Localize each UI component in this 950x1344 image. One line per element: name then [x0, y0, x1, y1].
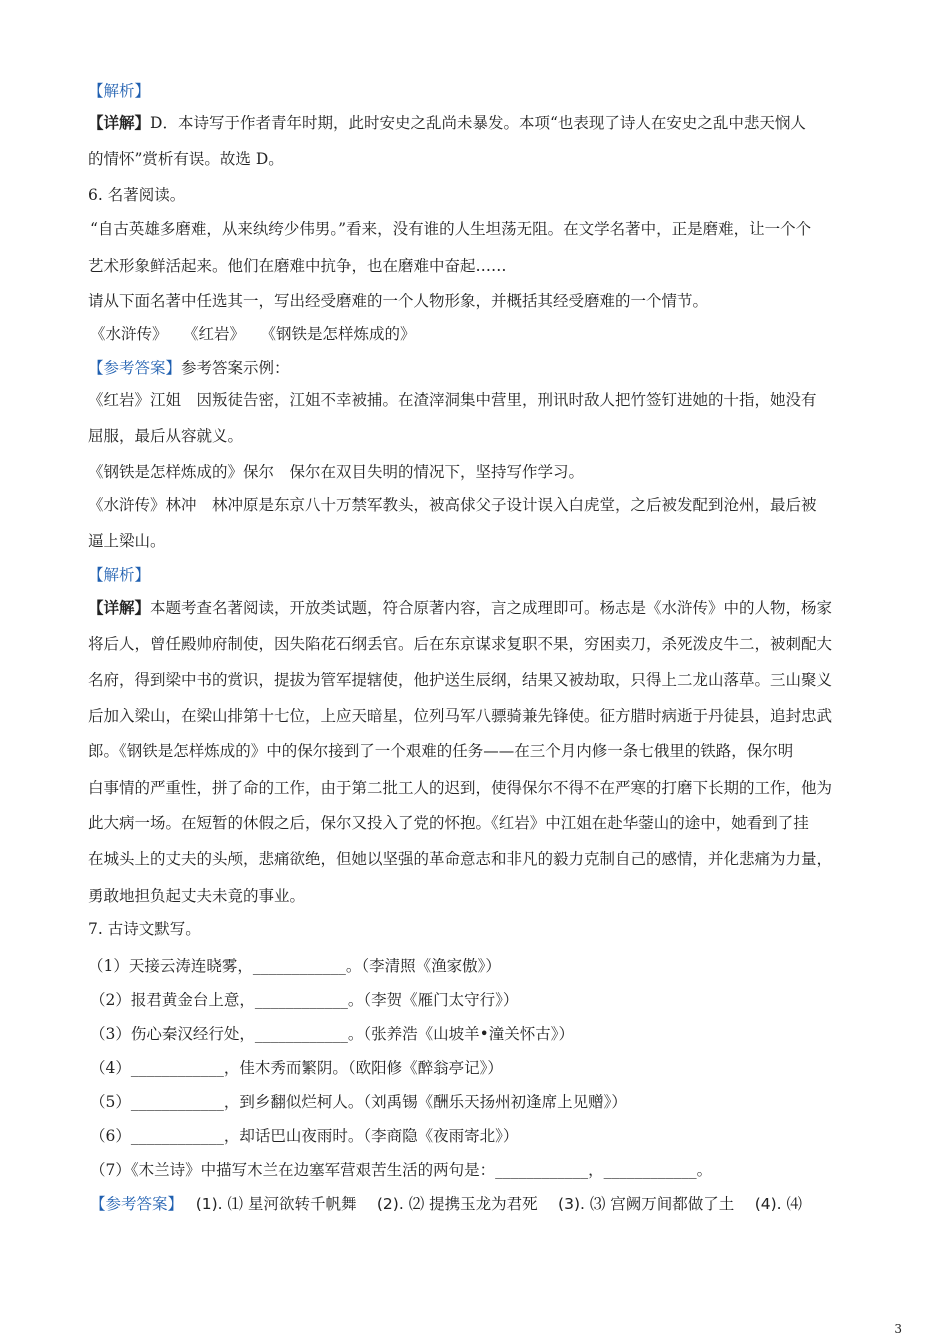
text-line — [90, 1125, 518, 1147]
text-line — [90, 1193, 802, 1215]
text-span: ⑷ — [786, 1195, 803, 1213]
text-line — [88, 705, 832, 727]
text-span: ⑴ 星河欲转千帆舞 — [227, 1195, 377, 1213]
text-span: （6）____________，却话巴山夜雨时。（李商隐《夜雨寄北》） — [90, 1127, 519, 1145]
text-span: 《红岩》江姐 因叛徒告密，江姐不幸被捕。在渣滓洞集中营里，刑讯时敌人把竹签钉进她的十指，她没有 — [88, 391, 817, 409]
detail-label: 【详解】 — [88, 598, 151, 617]
text-line — [88, 812, 809, 834]
page-number: 3 — [894, 1322, 902, 1336]
text-span: ⑶ 宫阙万间都做了土 — [589, 1195, 755, 1213]
text-line — [88, 955, 501, 977]
text-line — [88, 494, 817, 516]
text-line — [90, 1091, 627, 1113]
text-span: （1）天接云涛连晓雾，____________。（李清照《渔家傲》） — [88, 957, 501, 975]
text-line — [90, 989, 518, 1011]
text-span: （7）《木兰诗》中描写木兰在边塞军营艰苦生活的两句是：____________，____________。 — [90, 1161, 713, 1179]
text-line — [88, 148, 284, 170]
text-span: 此大病一场。在短暂的休假之后，保尔又投入了党的怀抱。《红岩》中江姐在赴华蓥山的途中，她看到了挂 — [88, 814, 809, 832]
text-line — [90, 1057, 503, 1079]
text-line — [88, 918, 201, 940]
text-span: 《钢铁是怎样炼成的》保尔 保尔在双目失明的情况下，坚持写作学习。 — [88, 463, 585, 481]
text-line — [88, 255, 507, 277]
detail-label: 【详解】 — [88, 113, 151, 132]
text-span: (1). — [175, 1195, 228, 1213]
text-span: 将后人，曾任殿帅府制使，因失陷花石纲丢官。后在东京谋求复职不果，穷困卖刀，杀死泼皮牛二，被刺配大 — [88, 635, 833, 653]
text-span: 后加入梁山，在梁山排第十七位，上应天暗星，位列马军八骠骑兼先锋使。征方腊时病逝于丹徒县，追封忠武 — [88, 707, 833, 725]
text-span: （3）伤心秦汉经行处，____________。（张养浩《山坡羊•潼关怀古》） — [90, 1025, 575, 1043]
text-span: （4）____________，佳木秀而繁阴。（欧阳修《醉翁亭记》） — [90, 1059, 503, 1077]
text-line — [88, 425, 243, 447]
section-tag: 【参考答案】 — [88, 359, 182, 377]
text-line — [88, 885, 305, 907]
text-span: 参考答案示例： — [181, 359, 290, 377]
section-tag: 【解析】 — [88, 566, 151, 584]
text-span: (3). — [558, 1195, 590, 1213]
text-span: 请从下面名著中任选其一，写出经受磨难的一个人物形象，并概括其经受磨难的一个情节。 — [88, 292, 709, 310]
text-line — [90, 218, 811, 240]
text-span: 本题考查名著阅读，开放类试题，符合原著内容，言之成理即可。杨志是《水浒传》中的人物，杨家 — [150, 599, 833, 617]
text-line — [88, 461, 584, 483]
text-line — [88, 80, 150, 102]
text-line — [88, 290, 708, 312]
text-span: D．本诗写于作者青年时期，此时安史之乱尚未暴发。本项“也表现了诗人在安史之乱中悲天悯人 — [150, 114, 806, 132]
text-line — [88, 112, 806, 134]
text-span: (4). — [754, 1195, 787, 1213]
text-span: 名府，得到梁中书的赏识，提拔为管军提辖使，他护送生辰纲，结果又被劫取，只得上二龙山落草。三山聚义 — [88, 671, 833, 689]
text-line — [88, 389, 817, 411]
text-span: 7. 古诗文默写。 — [88, 920, 201, 938]
text-span: ⑵ 提携玉龙为君死 — [408, 1195, 559, 1213]
section-tag: 【参考答案】 — [90, 1195, 176, 1213]
section-tag: 【解析】 — [88, 82, 151, 100]
text-line — [88, 564, 150, 586]
text-line — [88, 848, 832, 870]
text-span: （2）报君黄金台上意，____________。（李贺《雁门太守行》） — [90, 991, 519, 1009]
text-line — [88, 597, 832, 619]
text-line — [88, 777, 832, 799]
text-line — [90, 323, 416, 345]
text-line — [88, 184, 185, 206]
text-span: 郎。《钢铁是怎样炼成的》中的保尔接到了一个艰难的任务——在三个月内修一条七俄里的铁路，保尔明 — [88, 742, 794, 760]
text-span: 6. 名著阅读。 — [88, 186, 186, 204]
text-line — [88, 357, 290, 379]
text-span: (2). — [376, 1195, 409, 1213]
text-span: 白事情的严重性，拼了命的工作，由于第二批工人的迟到，使得保尔不得不在严寒的打磨下长期的工作，他为 — [88, 779, 833, 797]
text-line — [88, 530, 166, 552]
text-span: 《水浒传》 《红岩》 《钢铁是怎样炼成的》 — [90, 325, 416, 343]
text-line — [88, 740, 793, 762]
text-line — [90, 1159, 712, 1181]
text-span: 《水浒传》林冲 林冲原是东京八十万禁军教头，被高俅父子设计误入白虎堂，之后被发配到沧州，最后被 — [88, 496, 817, 514]
text-span: 在城头上的丈夫的头颅，悲痛欲绝，但她以坚强的革命意志和非凡的毅力克制自己的感情，并化悲痛为力量， — [88, 850, 833, 868]
text-span: 勇敢地担负起丈夫未竟的事业。 — [88, 887, 306, 905]
text-span: 的情怀”赏析有误。故选 D。 — [88, 150, 284, 168]
text-line — [88, 633, 832, 655]
text-line — [88, 669, 832, 691]
text-span: 屈服，最后从容就义。 — [88, 427, 244, 445]
text-span: 逼上梁山。 — [88, 532, 166, 550]
text-span: （5）____________，到乡翻似烂柯人。（刘禹锡《酬乐天扬州初逢席上见赠》） — [90, 1093, 627, 1111]
text-span: “自古英雄多磨难，从来纨绔少伟男。”看来，没有谁的人生坦荡无阻。在文学名著中，正是磨难，让一个个 — [90, 220, 812, 238]
text-span: 艺术形象鲜活起来。他们在磨难中抗争，也在磨难中奋起…… — [88, 257, 507, 275]
text-line — [90, 1023, 574, 1045]
